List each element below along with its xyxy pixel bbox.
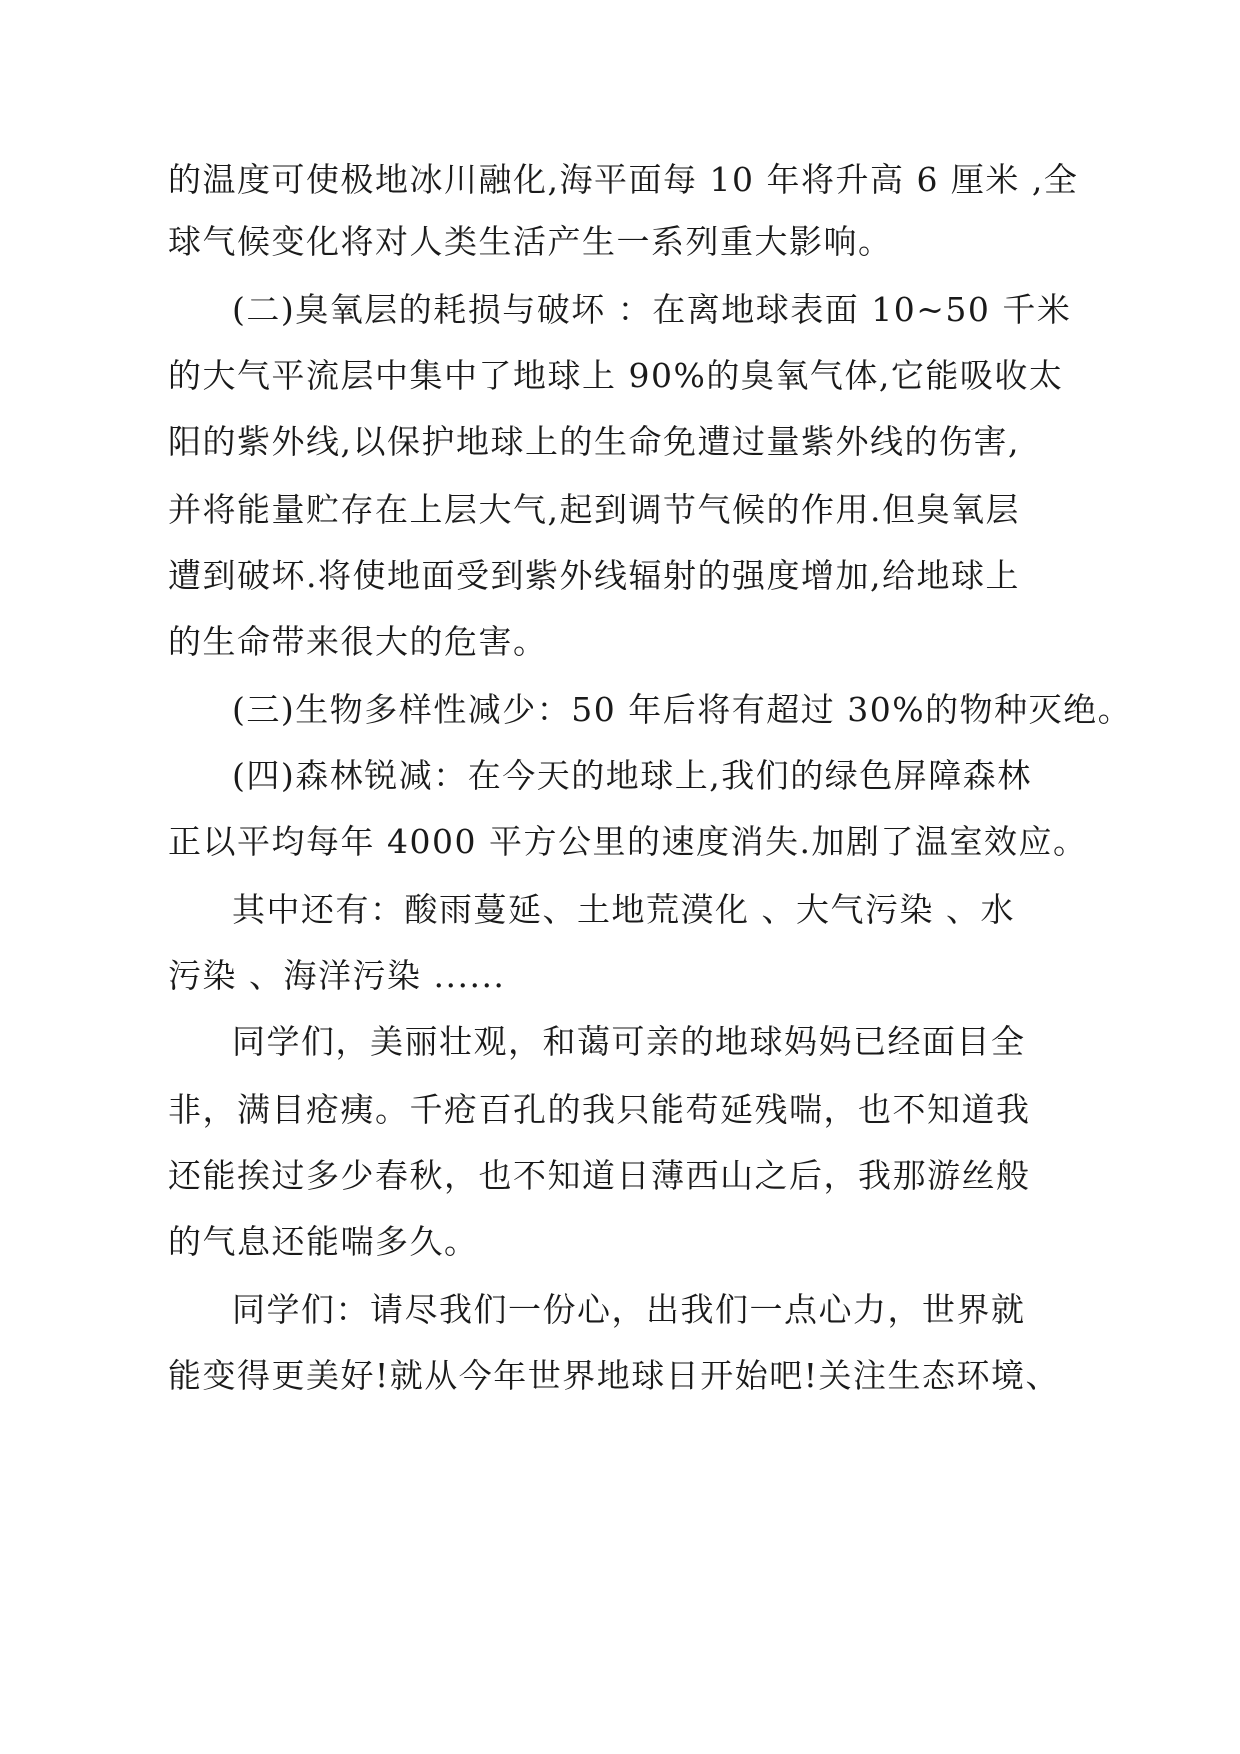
text-line-12: 其中还有：酸雨蔓延、土地荒漠化 、大气污染 、水 [232,890,1015,929]
text-line-16: 还能挨过多少春秋，也不知道日薄西山之后，我那游丝般 [168,1156,1031,1195]
text-line-2: 球气候变化将对人类生活产生一系列重大影响。 [168,222,893,261]
text-line-19: 能变得更美好!就从今年世界地球日开始吧!关注生态环境、 [168,1356,1061,1395]
text-line-18: 同学们：请尽我们一份心，出我们一点心力，世界就 [232,1290,1026,1329]
text-line-6: 并将能量贮存在上层大气,起到调节气候的作用.但臭氧层 [168,490,1020,529]
text-line-14: 同学们，美丽壮观，和蔼可亲的地球妈妈已经面目全 [232,1022,1026,1061]
text-line-15: 非，满目疮痍。千疮百孔的我只能苟延残喘，也不知道我 [168,1090,1031,1129]
text-line-10: (四)森林锐减：在今天的地球上,我们的绿色屏障森林 [232,756,1032,795]
text-line-8: 的生命带来很大的危害。 [168,622,548,661]
text-line-3: (二)臭氧层的耗损与破坏 ：在离地球表面 10~50 千米 [232,290,1072,329]
text-line-1: 的温度可使极地冰川融化,海平面每 10 年将升高 6 厘米 ,全 [168,160,1079,199]
text-line-11: 正以平均每年 4000 平方公里的速度消失.加剧了温室效应。 [168,822,1088,861]
text-line-9: (三)生物多样性减少：50 年后将有超过 30%的物种灭绝。 [232,690,1133,729]
text-line-13: 污染 、海洋污染 ...... [168,956,506,995]
text-line-7: 遭到破坏.将使地面受到紫外线辐射的强度增加,给地球上 [168,556,1020,595]
text-line-4: 的大气平流层中集中了地球上 90%的臭氧气体,它能吸收太 [168,356,1064,395]
text-line-17: 的气息还能喘多久。 [168,1222,479,1261]
text-line-5: 阳的紫外线,以保护地球上的生命免遭过量紫外线的伤害, [168,422,1020,461]
